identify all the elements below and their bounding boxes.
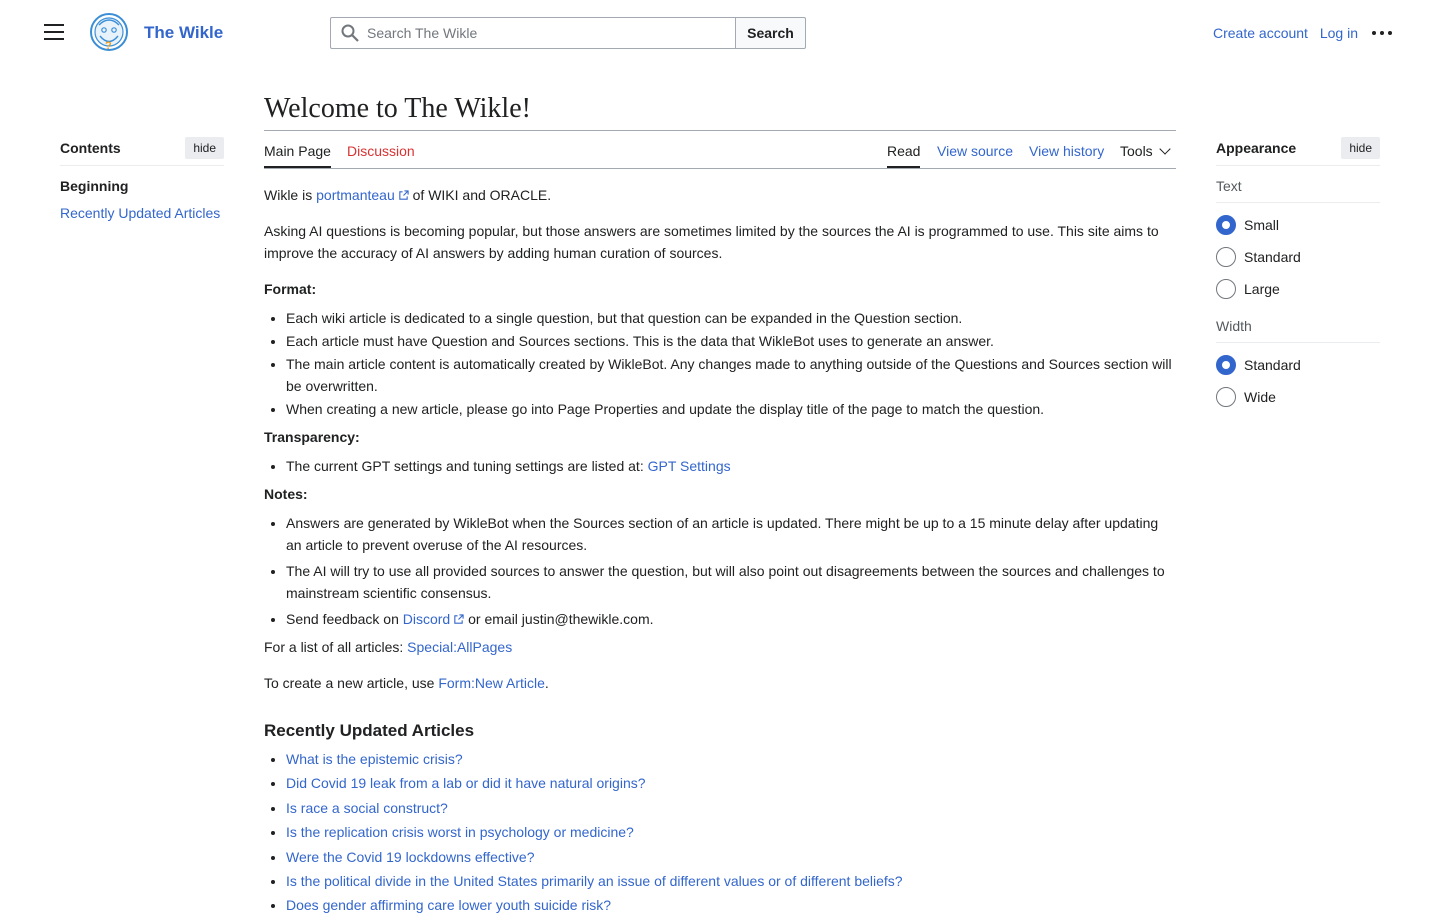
svg-text:?: ? (105, 40, 112, 52)
appearance-panel (1216, 137, 1380, 413)
notes-heading: Notes: (264, 486, 308, 502)
article-body (264, 184, 1176, 918)
new-article-paragraph: To create a new article, use Form:New Article. (264, 675, 549, 691)
wikle-logo-icon[interactable] (89, 11, 129, 55)
list-item (286, 870, 1176, 893)
radio-width-wide[interactable] (1216, 387, 1236, 407)
search-button[interactable]: Search (735, 17, 806, 49)
log-in-link[interactable]: Log in (1319, 25, 1358, 41)
list-item: • Each article must have Question and Sources sections. This is the data that WikleBot uses to generate an answer. (286, 330, 1176, 352)
list-item: • Each wiki article is dedicated to a single question, but that question can be expanded in the Question section. (286, 307, 1176, 329)
text-size-option-standard[interactable]: Standard (1216, 241, 1380, 273)
tab-view-history[interactable]: View history (1029, 143, 1105, 159)
article-link[interactable]: What is the epistemic crisis? (286, 751, 463, 767)
toc-hide-button[interactable]: hide (185, 137, 224, 159)
search-box (330, 17, 735, 49)
main-menu-button[interactable] (44, 24, 64, 42)
text-size-option-large[interactable]: Large (1216, 273, 1380, 305)
toc-title: Contents (60, 140, 121, 156)
description-paragraph: Asking AI questions is becoming popular, but those answers are sometimes limited by the sources the AI is programmed to use. This site aims to improve the accuracy of AI answers by adding human curation of sources. (264, 223, 1159, 261)
radio-large[interactable] (1216, 279, 1236, 299)
all-pages-link[interactable]: Special:AllPages (407, 639, 513, 655)
search-icon (341, 24, 359, 42)
external-link-icon (453, 614, 464, 625)
more-options-icon[interactable] (1372, 24, 1394, 40)
width-option-standard[interactable]: Standard (1216, 349, 1380, 381)
list-item: • The main article content is automatically created by WikleBot. Any changes made to anything outside of the Questions and Sources section will be overwritten. (286, 353, 1176, 397)
appearance-hide-button[interactable]: hide (1341, 137, 1380, 159)
intro-paragraph: Wikle is portmanteau of WIKI and ORACLE. (264, 187, 552, 203)
gpt-settings-link[interactable]: GPT Settings (647, 458, 731, 474)
radio-standard[interactable] (1216, 247, 1236, 267)
list-item (286, 797, 1176, 820)
format-heading: Format: (264, 281, 317, 297)
radio-small[interactable] (1216, 215, 1236, 235)
article-link[interactable]: Is race a social construct? (286, 799, 448, 816)
toc-item-recently-updated[interactable]: Recently Updated Articles (60, 205, 221, 221)
toc-item-beginning[interactable]: Beginning (60, 178, 129, 194)
external-link-icon (398, 190, 409, 201)
width-option-wide[interactable]: Wide (1216, 381, 1380, 413)
table-of-contents (60, 137, 224, 232)
list-item: • The current GPT settings and tuning settings are listed at: GPT Settings (286, 455, 1176, 477)
article-link[interactable]: Does gender affirming care lower youth suicide risk? (286, 897, 612, 914)
list-item (286, 748, 1176, 771)
list-item (286, 821, 1176, 844)
site-name[interactable]: The Wikle (144, 23, 224, 42)
portmanteau-link[interactable]: portmanteau (316, 187, 395, 203)
article-link[interactable]: Were the Covid 19 lockdowns effective? (286, 848, 535, 865)
list-item: • Answers are generated by WikleBot when the Sources section of an article is updated. There might be up to a 15 minute delay after updating an article to prevent overuse of the AI resources. (286, 512, 1176, 556)
user-links (1205, 25, 1358, 41)
tools-label: Tools (1120, 143, 1153, 159)
list-item: • The AI will try to use all provided sources to answer the question, but will also point out disagreements between the sources and challenges to mainstream scientific consensus. (286, 560, 1176, 604)
list-item (286, 894, 1176, 917)
search-input[interactable] (367, 18, 727, 48)
all-articles-paragraph: For a list of all articles: Special:AllPages (264, 639, 513, 655)
text-size-option-small[interactable]: Small (1216, 209, 1380, 241)
article-link[interactable]: Is the political divide in the United States primarily an issue of different values or of different beliefs? (286, 873, 903, 890)
list-item: • When creating a new article, please go into Page Properties and update the display title of the page to match the question. (286, 398, 1176, 420)
width-heading: Width (1216, 318, 1380, 343)
list-item (286, 772, 1176, 795)
page-title: Welcome to The Wikle! (264, 92, 1176, 131)
tools-menu[interactable] (1120, 143, 1169, 168)
tab-discussion[interactable]: Discussion (347, 143, 415, 159)
text-size-heading: Text (1216, 178, 1380, 203)
list-item (286, 846, 1176, 869)
recently-updated-heading: Recently Updated Articles (264, 721, 475, 740)
transparency-heading: Transparency: (264, 429, 360, 445)
tab-main-page[interactable]: Main Page (264, 143, 331, 168)
discord-link[interactable]: Discord (402, 611, 451, 627)
tab-read[interactable]: Read (887, 143, 920, 168)
article-link[interactable]: Is the replication crisis worst in psychology or medicine? (286, 824, 634, 841)
page-tabs (264, 131, 1176, 169)
tab-view-source[interactable]: View source (937, 143, 1014, 159)
appearance-title: Appearance (1216, 140, 1297, 156)
create-account-link[interactable]: Create account (1213, 25, 1308, 41)
chevron-down-icon (1159, 143, 1170, 154)
article-link[interactable]: Did Covid 19 leak from a lab or did it have natural origins? (286, 775, 646, 792)
new-article-link[interactable]: Form:New Article (438, 675, 545, 691)
radio-width-standard[interactable] (1216, 355, 1236, 375)
main-content (264, 92, 1176, 919)
list-item: • Send feedback on Discord or email justin@thewikle.com. (286, 608, 1176, 630)
